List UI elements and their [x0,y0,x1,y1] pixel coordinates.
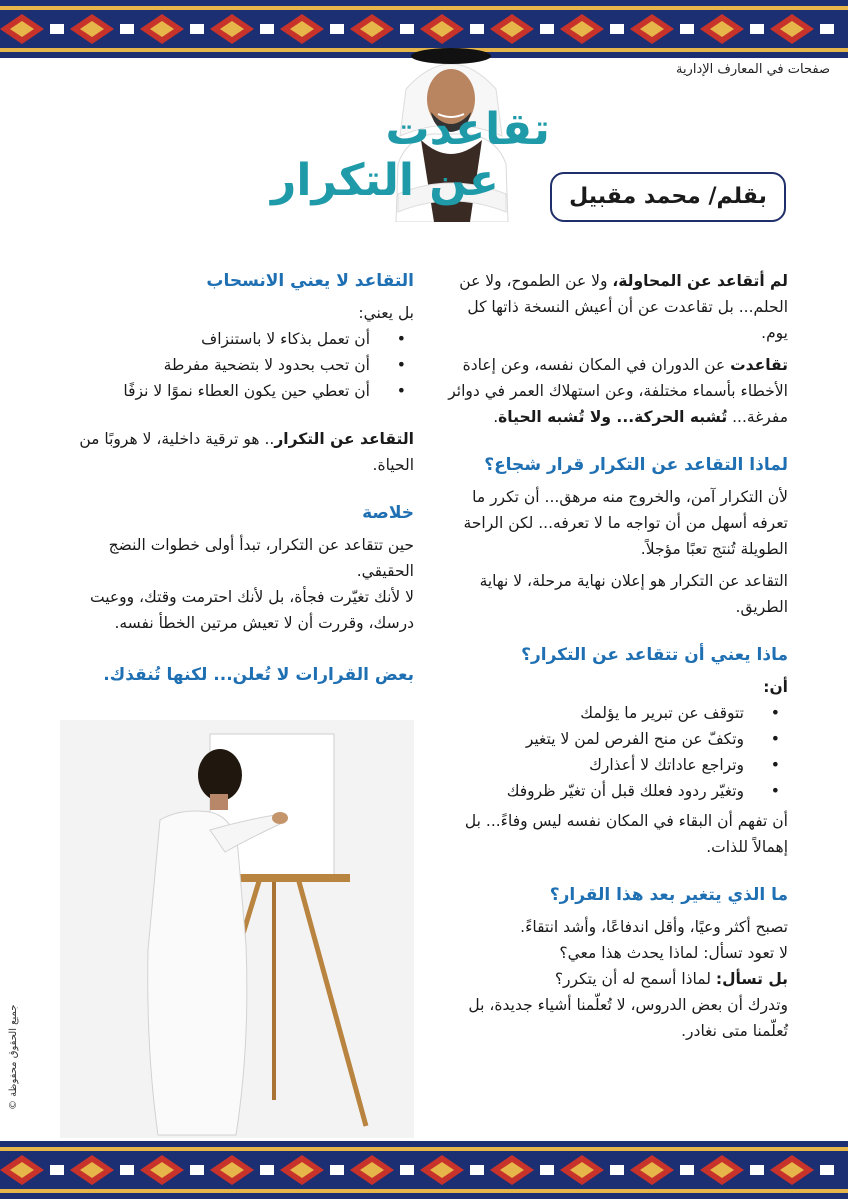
meaning-bullets [436,700,788,804]
closing-quote: بعض القرارات لا تُعلن... لكنها تُنقذك. [103,665,414,685]
heading-not-withdrawal: التقاعد لا يعني الانسحاب [206,271,414,291]
list-item: • تتوقف عن تبرير ما يؤلمك [436,700,788,726]
paragraph-lessons: وتدرك أن بعض الدروس، لا تُعلّمنا أشياء جديدة، بل تُعلّمنا متى نغادر. [468,996,788,1040]
paragraph-maturity: حين تتقاعد عن التكرار، تبدأ أولى خطوات النضج الحقيقي. [108,536,414,580]
list-item: • أن تعطي حين يكون العطاء نموًا لا نزفًا [60,378,414,404]
list-item: • وتغيّر ردود فعلك قبل أن تغيّر ظروفك [436,778,788,804]
paragraph-safe-repetition: لأن التكرار آمن، والخروج منه مرهق... أن تكرر ما تعرفه أسهل من أن تواجه ما لا تعرفه... لكن الراحة الطويلة تُنتج تعبًا مؤجلاً. [463,488,788,558]
author-byline: بقلم/ محمد مقبيل [550,172,786,222]
artist-illustration [60,720,414,1138]
title-word-repetition: عن التكرار [271,155,499,206]
list-item: • وتراجع عاداتك لا أعذارك [436,752,788,778]
list-item: • أن تعمل بذكاء لا باستنزاف [60,326,414,352]
paragraph-end-of-phase: التقاعد عن التكرار هو إعلان نهاية مرحلة، لا نهاية الطريق. [479,572,788,616]
paragraph-loyalty: أن تفهم أن البقاء في المكان نفسه ليس وفاءً... بل إهمالاً للذات. [464,812,788,856]
intro-paragraph-1: لم أتقاعد عن المحاولة، ولا عن الطموح، ولا عن الحلم... بل تقاعدت عن أن أعيش النسخة ذاتها كل يوم. [459,272,788,342]
section-label: صفحات في المعارف الإدارية [675,62,830,77]
heading-why-brave: لماذا التقاعد عن التكرار قرار شجاع؟ [484,455,788,475]
paragraph-but-ask: بل تسأل: لماذا أسمح له أن يتكرر؟ [554,970,788,988]
rather-bullets [60,326,414,404]
heading-what-it-means: ماذا يعني أن تتقاعد عن التكرار؟ [521,645,788,665]
left-column [60,268,414,694]
lead-an: أن: [763,678,788,696]
rights-note: جميع الحقوق محفوظة © [8,1004,19,1110]
bottom-ornament-band [0,1141,848,1199]
heading-summary: خلاصة [362,503,414,523]
paragraph-more-aware: تصبح أكثر وعيًا، وأقل اندفاعًا، وأشد انتقاءً. [520,918,788,936]
intro-paragraph-2: تقاعدت عن الدوران في المكان نفسه، وعن إعادة الأخطاء بأسماء مختلفة، وعن استهلاك العمر في دوائر مفرغة... تُشبه الحركة... ولا تُشبه الحياة. [448,356,788,426]
list-item: • أن تحب بحدود لا بتضحية مفرطة [60,352,414,378]
paragraph-internal-upgrade: التقاعد عن التكرار.. هو ترقية داخلية، لا هروبًا من الحياة. [79,430,414,474]
title-word-retired: تقاعدت [385,104,550,155]
heading-what-changes: ما الذي يتغير بعد هذا القرار؟ [549,885,788,905]
paragraph-no-longer-ask: لا تعود تسأل: لماذا يحدث هذا معي؟ [559,944,788,962]
paragraph-respected-time: لا لأنك تغيّرت فجأة، بل لأنك احترمت وقتك، ووعيت درسك، وقررت أن لا تعيش مرتين الخطأ نفسه. [89,588,414,632]
list-item: • وتكفّ عن منح الفرص لمن لا يتغير [436,726,788,752]
lead-rather-means: بل يعني: [358,304,414,322]
right-column [436,268,788,1050]
